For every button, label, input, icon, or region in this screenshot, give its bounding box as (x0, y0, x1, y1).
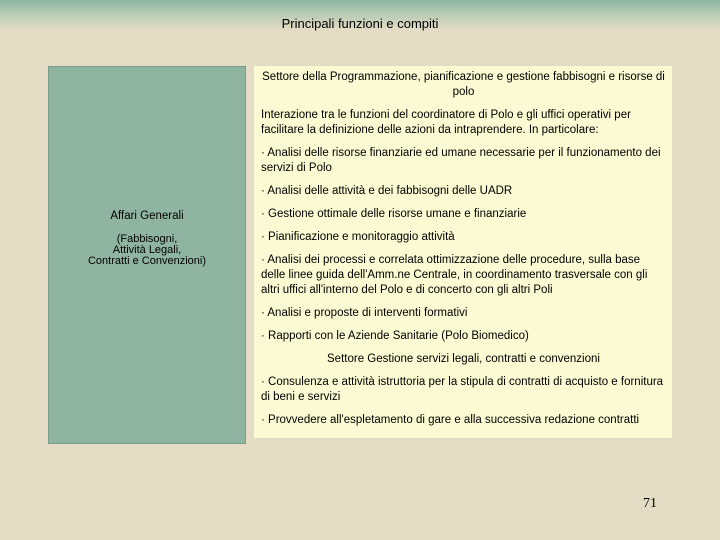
left-subheading-line: (Fabbisogni, (116, 233, 178, 245)
left-subheading (48, 234, 246, 267)
list-item: · Analisi e proposte di interventi formativi (261, 307, 468, 319)
left-subheading-line: Attività Legali, (112, 244, 182, 256)
list-item: · Analisi dei processi e correlata ottimizzazione delle procedure, sulla base delle linee guida dell'Amm.ne Centrale, in coordinamento trasversale con gli altri uffici all'interno del Polo e di concerto con gli altri Poli (261, 254, 648, 296)
list-item: · Gestione ottimale delle risorse umane e finanziarie (261, 208, 527, 220)
section2-title: Settore Gestione servizi legali, contratti e convenzioni (327, 353, 600, 365)
left-subheading-line: Contratti e Convenzioni) (87, 255, 206, 267)
intro-paragraph: Interazione tra le funzioni del coordinatore di Polo e gli uffici operativi per facilitare la definizione delle azioni da intraprendere. In particolare: (261, 109, 631, 136)
left-heading: Affari Generali (110, 210, 184, 222)
section1-title: Settore della Programmazione, pianificazione e gestione fabbisogni e risorse di polo (262, 71, 665, 98)
right-panel (254, 66, 672, 438)
list-item: · Rapporti con le Aziende Sanitarie (Polo Biomedico) (261, 330, 529, 342)
list-item: · Provvedere all'espletamento di gare e alla successiva redazione contratti (261, 414, 640, 426)
list-item: · Consulenza e attività istruttoria per la stipula di contratti di acquisto e fornitura di beni e servizi (261, 376, 664, 403)
list-item: · Analisi delle attività e dei fabbisogni delle UADR (261, 185, 513, 197)
page-number: 71 (643, 496, 657, 511)
list-item: · Analisi delle risorse finanziarie ed umane necessarie per il funzionamento dei servizi di Polo (261, 147, 661, 174)
slide-title: Principali funzioni e compiti (281, 16, 439, 31)
list-item: · Pianificazione e monitoraggio attività (261, 231, 455, 243)
